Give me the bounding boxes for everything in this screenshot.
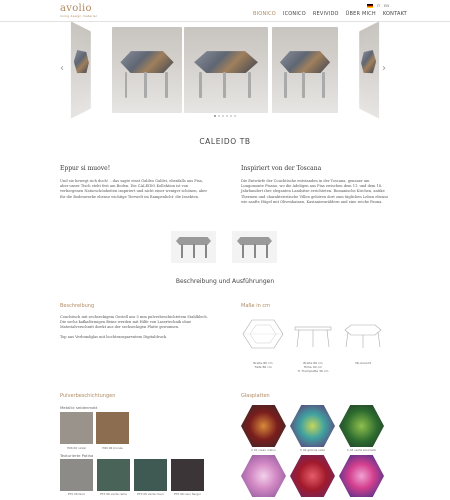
intro-right — [241, 165, 391, 205]
chevron-left-icon[interactable]: ‹ — [60, 63, 64, 74]
glass-tops-block — [241, 393, 391, 452]
carousel-slide-active[interactable] — [184, 27, 268, 113]
dimension-caption: 3D-Ansicht — [354, 361, 372, 365]
intro-left-heading: Eppur si muove! — [60, 165, 111, 172]
powder-heading: Pulverbeschichtungen — [60, 393, 116, 399]
dimension-caption: Breite 86 cm Tiefe 86 cm — [253, 361, 273, 369]
swatch-caption: H06 06 nickel — [66, 446, 87, 450]
main-nav — [253, 11, 407, 17]
glass-swatch[interactable] — [339, 455, 384, 497]
swatch-caption: PTX 06 verde rame — [100, 492, 127, 496]
lang-en[interactable]: EN — [384, 4, 390, 8]
chevron-right-icon[interactable]: › — [382, 63, 386, 74]
swatch-caption: PTX 06 verde muro — [137, 492, 164, 496]
powder-group-label: Metallic seidenmatt — [60, 405, 98, 410]
hexagon-plan-icon — [241, 317, 285, 351]
glass-caption: C 01 rosso rubino — [251, 448, 276, 452]
carousel-dot[interactable] — [230, 115, 232, 117]
carousel-slide[interactable] — [71, 21, 91, 118]
color-swatch[interactable] — [97, 459, 130, 491]
description-text: Top aus Verbundglas mit hochtransparentem Digitaldruck. — [60, 334, 168, 339]
table-elevation-icon — [291, 317, 335, 351]
powder-group-label: Texturierte Patina — [60, 453, 94, 458]
carousel-slide[interactable] — [112, 27, 182, 113]
description-block — [60, 303, 210, 340]
swatch-caption: H06 06 bronze — [102, 446, 123, 450]
nav-item-bionico[interactable]: BIONICO — [253, 11, 276, 17]
section-heading: Beschreibung und Ausführungen — [175, 278, 275, 285]
carousel-dots — [214, 115, 236, 117]
carousel-slide[interactable] — [272, 27, 338, 113]
dimension-caption: Breite 86 cm Höhe 40 cm H. Tischplatte 36 cm — [297, 361, 329, 373]
nav-item-iconico[interactable]: ICONICO — [282, 11, 306, 17]
color-swatch[interactable] — [96, 412, 129, 444]
nav-item-kontakt[interactable]: KONTAKT — [382, 11, 407, 17]
carousel-dot[interactable] — [214, 115, 216, 117]
intro-left — [60, 165, 210, 200]
intro-right-heading: Inspiriert von der Toscana — [241, 165, 322, 172]
nav-item-revivido[interactable]: REVIVIDO — [312, 11, 339, 17]
image-carousel[interactable] — [60, 25, 390, 123]
dimensions-heading: Maße in cm — [241, 303, 270, 309]
carousel-dot[interactable] — [234, 115, 236, 117]
powder-coatings-block — [60, 393, 220, 496]
product-thumbnail[interactable] — [171, 231, 216, 263]
glass-caption: C 02 glicinia viola — [300, 448, 325, 452]
language-switcher — [367, 4, 389, 8]
carousel-slide[interactable] — [359, 21, 379, 118]
product-thumbnail[interactable] — [232, 231, 277, 263]
intro-left-text: Und sie bewegt sich doch! ...das sagte einst Galileo Galilei, ebenfalls aus Pisa, aber unser Tisch steht fest am Boden. Die CALEIDO Kollektion ist von verborgenen Naturschönheiten inspiriert und nicht einer weniger schönen, aber für die Bodenwerke ebenso wichtige Tierwelt im Rampenlicht: die Insekten. — [60, 179, 208, 199]
carousel-dot[interactable] — [222, 115, 224, 117]
carousel-dot[interactable] — [218, 115, 220, 117]
color-swatch[interactable] — [60, 459, 93, 491]
glass-swatch[interactable] — [241, 405, 286, 447]
glass-caption: C 03 verde smeraldo — [346, 448, 377, 452]
color-swatch[interactable] — [134, 459, 167, 491]
color-swatch[interactable] — [171, 459, 204, 491]
lang-it[interactable]: IT — [377, 4, 381, 8]
dimensions-block — [241, 303, 391, 373]
glass-heading: Glasplatten — [241, 393, 270, 399]
glass-swatch[interactable] — [241, 455, 286, 497]
description-heading: Beschreibung — [60, 303, 95, 309]
nav-item-uber-mich[interactable]: ÜBER MICH — [345, 11, 376, 17]
intro-right-text: Die Entwürfe der Couchtische entstanden in der Toscana, genauer am Lungomonte Pisano, wo die Adeligen aus Pisa zwischen dem 11. und dem 18. Jahrhundert ihre eleganten Landsitze errichteten. Romanische Kirchen, antike Thermen und charakteristische Villen gehören dort zum täglichen Leben ebenso wie sanfte Hügel mit Olivenhainen, Kastanienwäldern und eine reiche Fauna. — [241, 179, 389, 204]
dimension-drawing-top[interactable] — [241, 317, 285, 357]
dimension-drawing-side[interactable] — [291, 317, 335, 357]
glass-swatch[interactable] — [290, 455, 335, 497]
logo[interactable] — [60, 4, 97, 18]
glass-swatch[interactable] — [339, 405, 384, 447]
logo-wordmark: avolio — [60, 3, 92, 14]
swatch-caption: PTX 06 ferro — [67, 492, 86, 496]
logo-tagline: living design material — [60, 14, 97, 18]
german-flag-icon[interactable] — [367, 4, 373, 8]
product-title: CALEIDO TB — [199, 137, 251, 146]
color-swatch[interactable] — [60, 412, 93, 444]
swatch-caption: PTX 06 nero fangor — [174, 492, 201, 496]
table-3d-icon — [341, 317, 385, 351]
glass-swatch[interactable] — [290, 405, 335, 447]
description-text: Couchtisch mit sechseckigem Gestell aus 5 mm pulverbeschichtetem Stahlblech. Die sechs kafkaförmigen Beine werden mit Hilfe von Lasertechnik ohne Materialverschnitt direkt aus der sechseckigen Platte gewonnen. — [60, 315, 208, 330]
dimension-drawing-3d[interactable] — [341, 317, 385, 357]
site-header — [0, 0, 450, 22]
carousel-dot[interactable] — [226, 115, 228, 117]
